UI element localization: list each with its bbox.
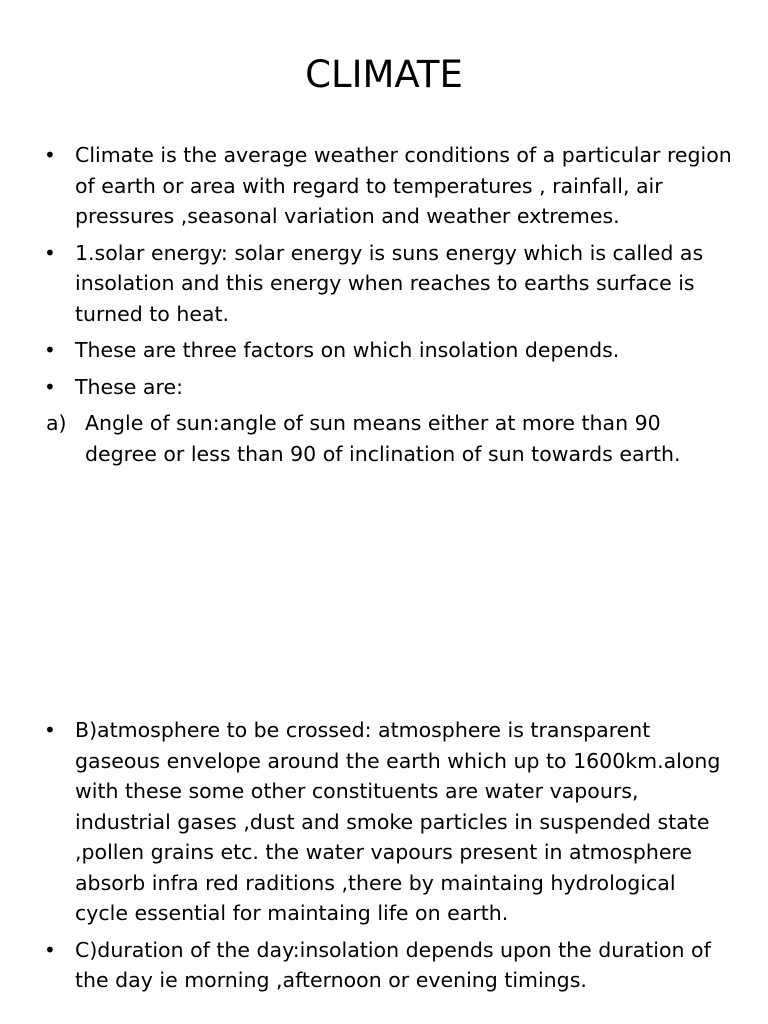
list-item-text: 1.solar energy: solar energy is suns energy which is called as insolation and this energy when reaches to earths surface is turned to heat. <box>75 240 704 326</box>
list-item <box>44 238 734 330</box>
list-item <box>44 408 734 469</box>
bullet-marker: • <box>44 143 56 167</box>
list-item <box>44 335 734 366</box>
bullet-marker: • <box>44 374 56 399</box>
upper-bullet-list <box>44 140 734 475</box>
list-item <box>44 715 734 929</box>
list-item-text: C)duration of the day:insolation depends upon the duration of the day ie morning ,afternoon or evening timings. <box>75 937 711 992</box>
letter-marker: a) <box>46 411 67 435</box>
list-item <box>44 372 734 403</box>
list-item-text: Climate is the average weather conditions of a particular region of earth or area with regard to temperatures , rainfall, air pressures ,seasonal variation and weather extremes. <box>75 143 732 228</box>
list-item <box>44 140 734 232</box>
bullet-marker: • <box>44 937 56 962</box>
lower-bullet-list <box>44 715 734 1002</box>
bullet-marker: • <box>44 718 56 742</box>
list-item-text: These are: <box>75 374 183 399</box>
list-item <box>44 935 734 996</box>
list-item-text: Angle of sun:angle of sun means either at more than 90 degree or less than 90 of inclination of sun towards earth. <box>85 411 681 466</box>
list-item-text: These are three factors on which insolation depends. <box>75 338 620 362</box>
list-item-text: B)atmosphere to be crossed: atmosphere is transparent gaseous envelope around the earth which up to 1600km.along with these some other constituents are water vapours, industrial gases ,dust and smoke particles in suspended state ,pollen grains etc. the water vapours present in atmosphere absorb infra red raditions ,there by maintaing hydrological cycle essential for maintaing life on earth. <box>75 718 721 925</box>
bullet-marker: • <box>44 338 56 362</box>
slide-title: CLIMATE <box>305 53 463 96</box>
bullet-marker: • <box>44 240 56 265</box>
